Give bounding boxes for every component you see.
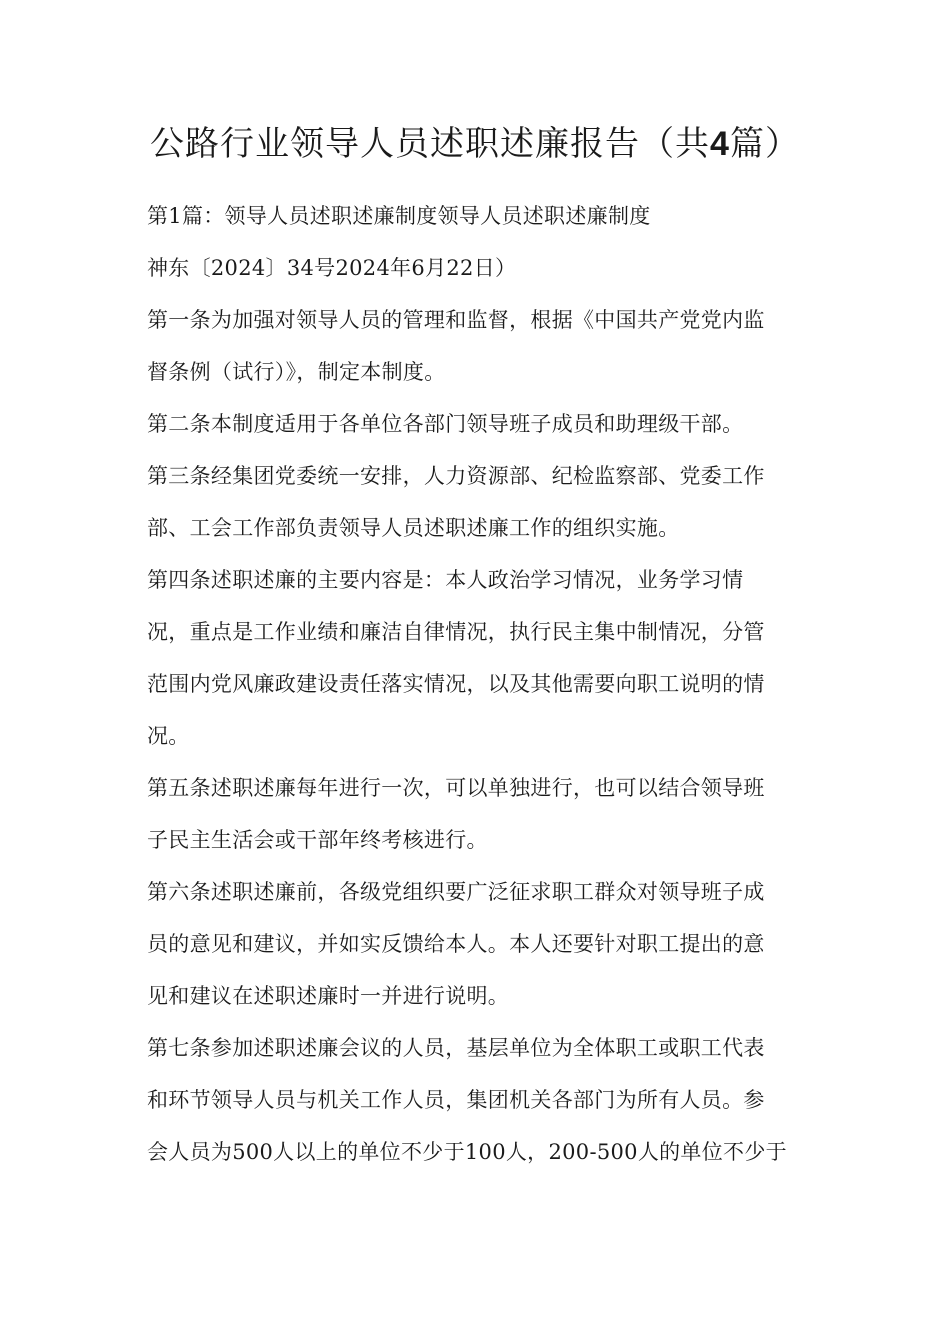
document-body: [147, 190, 807, 1178]
body-line: 和环节领导人员与机关工作人员，集团机关各部门为所有人员。参: [147, 1088, 765, 1112]
body-line: 见和建议在述职述廉时一并进行说明。: [147, 984, 510, 1008]
body-line: 员的意见和建议，并如实反馈给本人。本人还要针对职工提出的意: [147, 932, 765, 956]
body-line: 第三条经集团党委统一安排，人力资源部、纪检监察部、党委工作: [147, 464, 765, 488]
body-line: 第二条本制度适用于各单位各部门领导班子成员和助理级干部。: [147, 412, 744, 436]
title-count: 4: [710, 125, 730, 163]
body-line: 神东〔2024〕34号2024年6月22日）: [147, 256, 517, 280]
body-line: 第一条为加强对领导人员的管理和监督，根据《中国共产党党内监: [147, 308, 765, 332]
body-line: 第1篇：领导人员述职述廉制度领导人员述职述廉制度: [147, 204, 651, 228]
body-line: 第六条述职述廉前，各级党组织要广泛征求职工群众对领导班子成: [147, 880, 765, 904]
body-line: 范围内党风廉政建设责任落实情况，以及其他需要向职工说明的情: [147, 672, 765, 696]
title-end-text: 篇）: [729, 124, 800, 164]
body-line: 督条例（试行）》，制定本制度。: [147, 360, 446, 384]
body-line: 子民主生活会或干部年终考核进行。: [147, 828, 488, 852]
document-title: [0, 120, 950, 168]
body-line: 况，重点是工作业绩和廉洁自律情况，执行民主集中制情况，分管: [147, 620, 765, 644]
body-line: 第七条参加述职述廉会议的人员，基层单位为全体职工或职工代表: [147, 1036, 765, 1060]
body-line: 部、工会工作部负责领导人员述职述廉工作的组织实施。: [147, 516, 680, 540]
body-line: 会人员为500人以上的单位不少于100人，200-500人的单位不少于: [147, 1140, 787, 1164]
body-line: 况。: [147, 724, 190, 748]
body-line: 第四条述职述廉的主要内容是：本人政治学习情况，业务学习情: [147, 568, 744, 592]
title-main-text: 公路行业领导人员述职述廉报告（共: [150, 124, 711, 164]
body-line: 第五条述职述廉每年进行一次，可以单独进行，也可以结合领导班: [147, 776, 765, 800]
